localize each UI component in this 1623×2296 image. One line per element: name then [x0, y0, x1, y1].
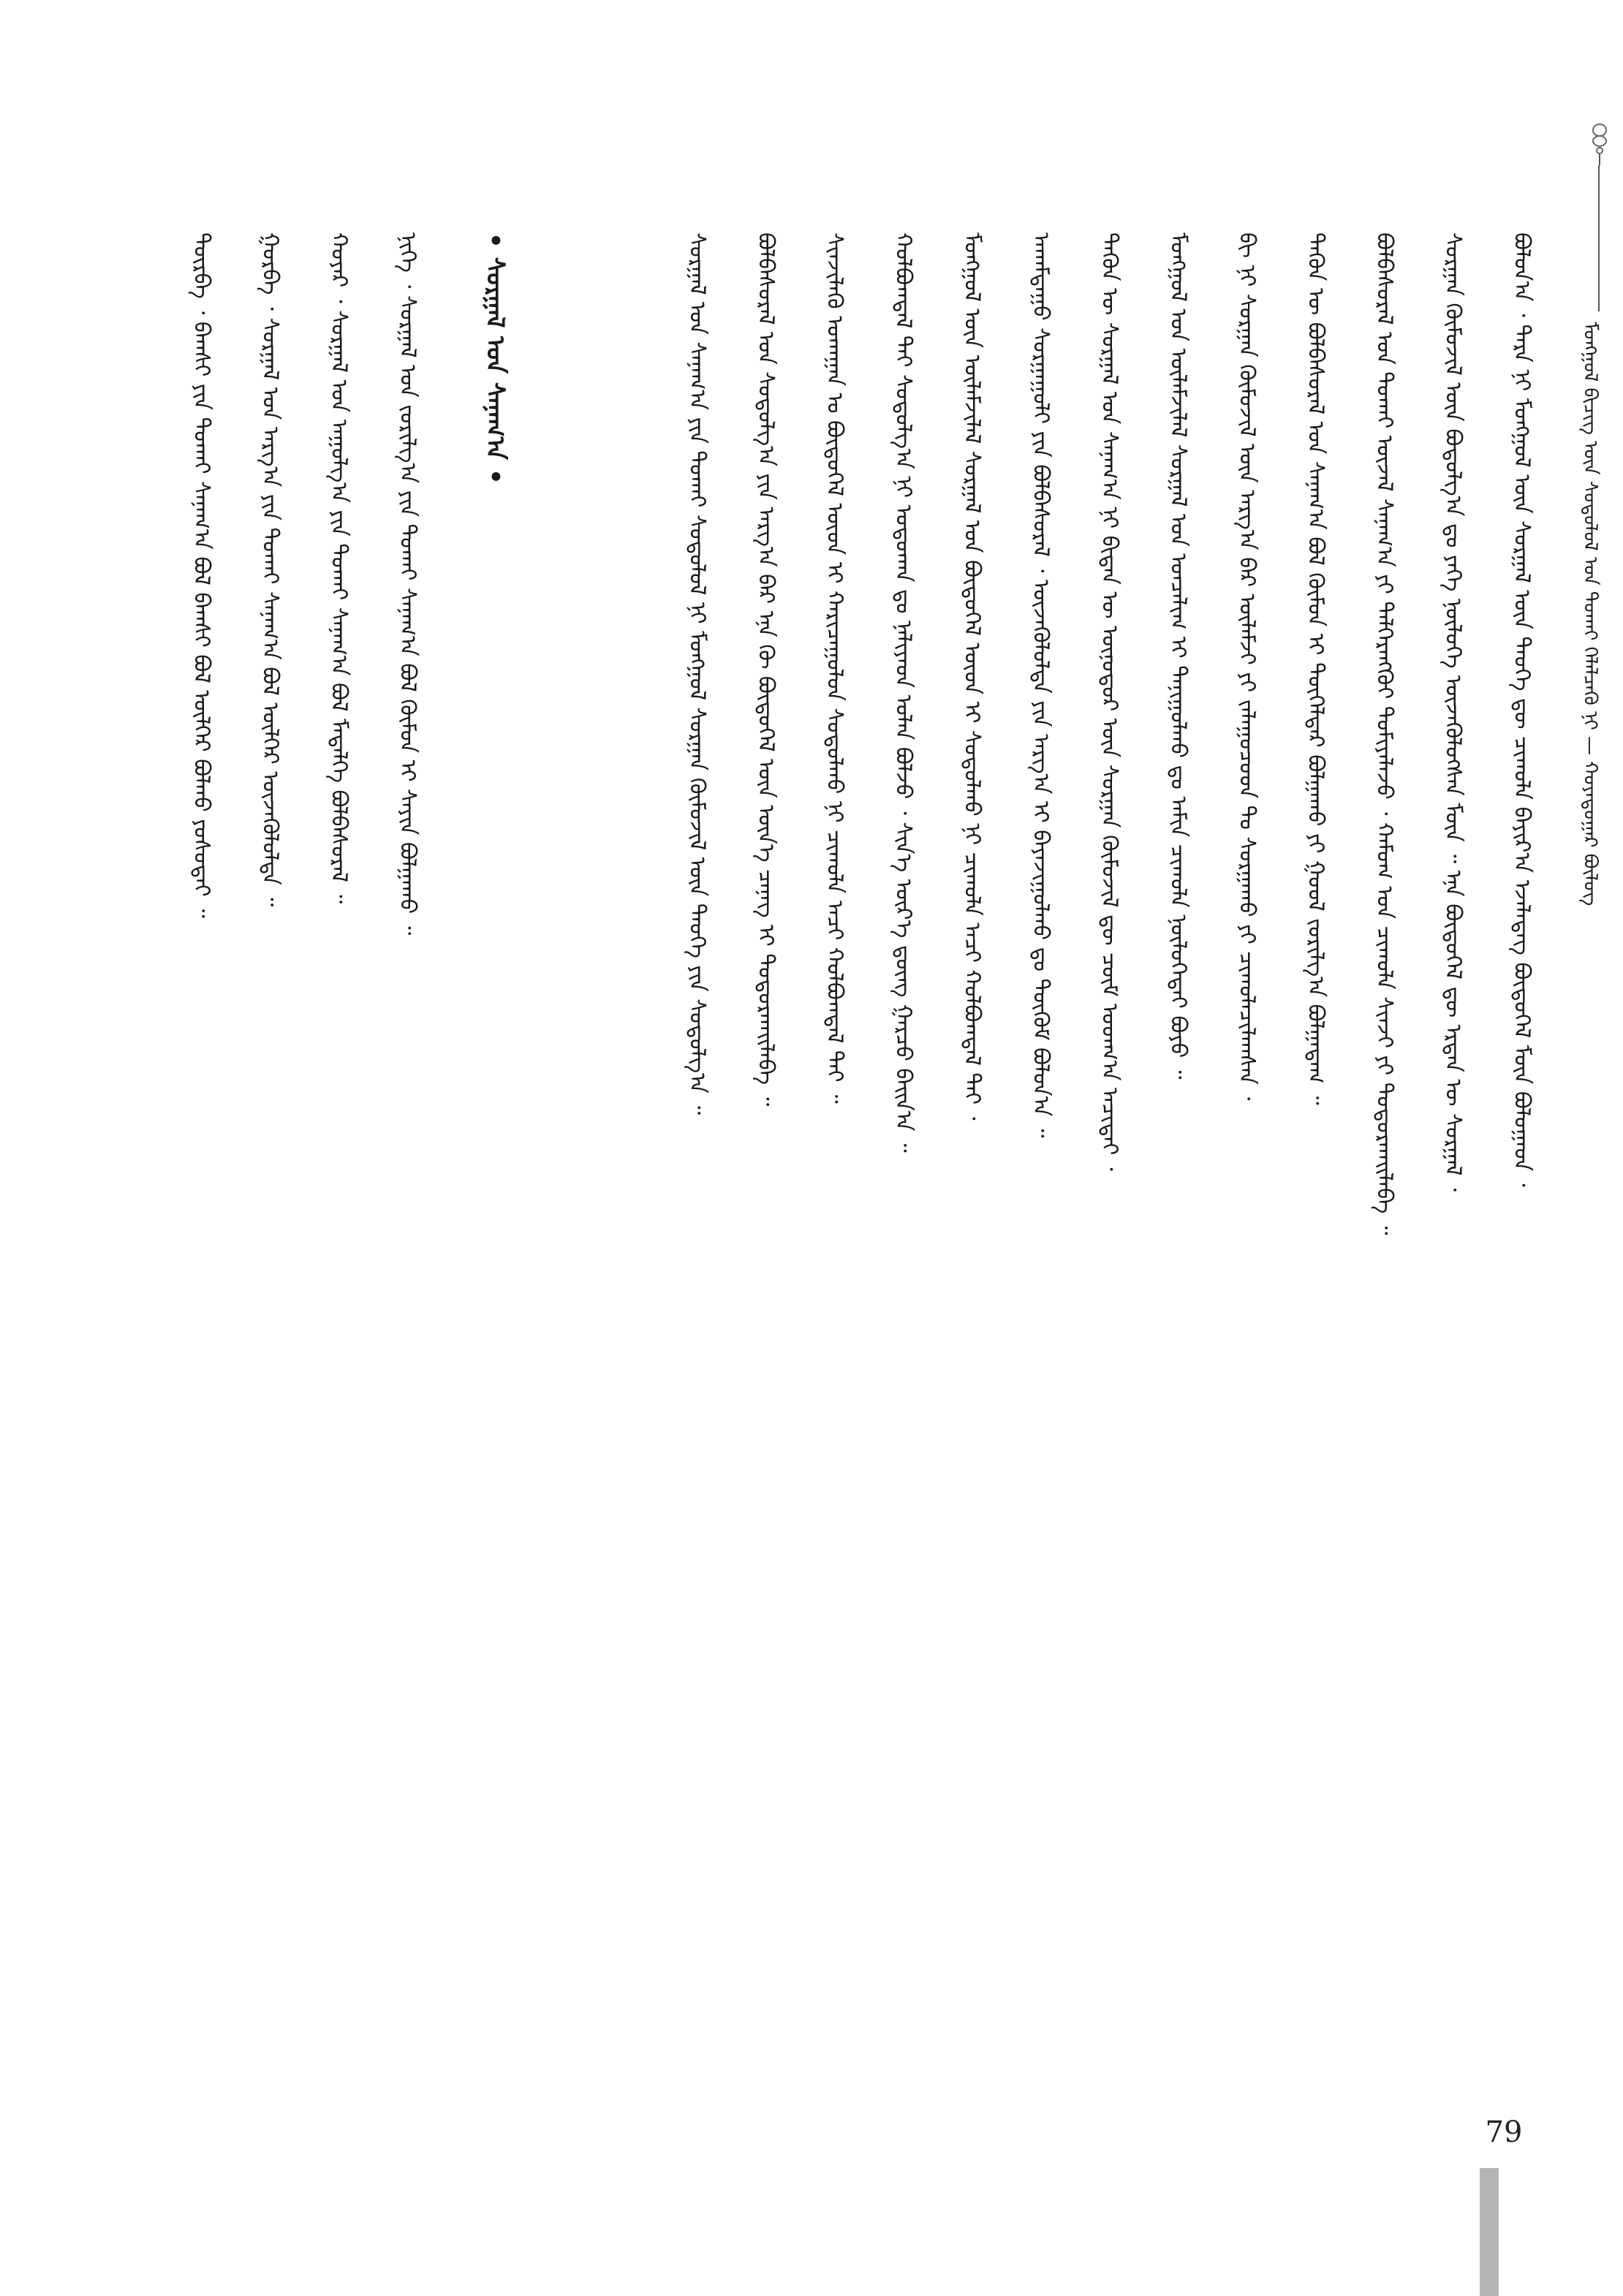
text-column: ᠰᠢᠨᠵᠢᠯᠡᠬᠦ ᠤᠬᠠᠭᠠᠨ ᠤ ᠪᠦᠲᠦᠭᠡᠯ ᠦᠳ ᠢ ᠬᠠᠷᠢᠴᠠᠭᠤᠯᠤᠨ ᠰᠤᠳᠤᠯᠬᠤ ᠨᠢ ᠴᠢᠬᠤᠯᠠ ᠠᠴᠢ ᠬᠣᠯᠪᠣᠭᠳᠠᠯ ᠲᠠᠢ ᠃: [822, 232, 847, 1104]
text-column: ᠰᠤᠷᠭᠠᠯ ᠤᠨ ᠰᠠᠨᠠᠭ᠎ᠠ ᠶᠢᠨ ᠲᠤᠬᠠᠢ ᠰᠤᠳᠤᠯᠤᠯ ᠨᠢ ᠮᠣᠩᠭᠣᠯ ᠰᠤᠷᠭᠠᠨ ᠬᠦᠮᠦᠵᠢᠯ ᠦᠨ ᠲᠡᠦᠬᠡ ᠶᠢᠨ ᠰᠤᠳᠤᠯᠭ᠎ᠠ ᠃: [684, 232, 710, 1115]
list-item: ᠭᠤᠷᠪᠠ ᠂ ᠰᠤᠷᠭᠠᠯ ᠤᠨ ᠠᠷᠭ᠎ᠠ ᠶᠢᠨ ᠲᠤᠬᠠᠢ ᠰᠠᠨᠠᠭ᠎ᠠ ᠪᠣᠯ ᠦᠯᠭᠡᠷ ᠦᠵᠡᠭᠦᠯᠦᠯᠲᠡ ᠃: [257, 232, 283, 907]
text-column: ᠪᠣᠯᠪᠠᠰᠤᠷᠠᠯ ᠤᠨ ᠰᠤᠳᠤᠯᠭ᠎ᠠ ᠶᠢᠨ ᠠᠷᠭ᠎ᠠ ᠪᠠᠷ ᠡᠨᠡ ᠬᠦ ᠪᠦᠲᠦᠭᠡᠯ ᠦᠨ ᠦᠨ᠎ᠡ ᠴᠡᠨᠡᠭ ᠢ ᠲᠣᠳᠣᠷᠬᠠᠢᠯᠠᠪᠠ ᠃: [753, 232, 779, 1107]
text-column: ᠬᠣᠯᠪᠣᠭᠳᠠᠯ ᠲᠠᠢ ᠰᠤᠳᠤᠯᠭ᠎ᠠ ᠨᠢ ᠣᠳᠣᠬᠠᠨ ᠳᠤ ᠨᠡᠯᠢᠶᠡᠳ ᠣᠯᠠᠨ ᠪᠣᠯᠵᠤ ᠂ ᠰᠢᠨ᠎ᠡ ᠦᠷ᠎ᠡ ᠳ᠋ᠦᠩ ᠭᠠᠷᠴᠤ ᠪᠠᠢᠨ᠎ᠠ ᠃: [890, 232, 916, 1153]
section-heading: • ᠰᠤᠷᠭᠠᠯ ᠤᠨ ᠰᠠᠨᠠᠭ᠎ᠠ •: [480, 232, 510, 485]
header-rule: [1598, 165, 1600, 311]
thumb-tab: [1480, 2168, 1499, 2296]
text-column: ᠲᠡᠭᠦᠨ ᠦ ᠰᠤᠷᠭᠠᠯ ᠤᠨ ᠰᠠᠨᠠᠭ᠎ᠠ ᠨᠢ ᠪᠢᠳᠡᠨ ᠦ ᠥᠨᠥᠳᠥᠷ ᠦᠨ ᠰᠤᠷᠭᠠᠨ ᠬᠦᠮᠦᠵᠢᠯ ᠳᠦ ᠴᠥᠮ ᠤᠳᠬ᠎ᠠ ᠠᠴᠢᠲᠠᠢ ᠂: [1097, 232, 1122, 1171]
text-column: ᠰᠤᠷᠭᠠᠨ ᠬᠦᠮᠦᠵᠢᠯ ᠦᠨ ᠪᠤᠳᠤᠯᠭ᠎ᠠ ᠳᠤ ᠶᠡᠬᠡ ᠨᠥᠯᠦᠭᠡ ᠦᠵᠡᠭᠦᠯᠦᠭᠰᠡᠨ ᠮᠥᠨ ᠃ ᠡᠨᠡ ᠪᠦᠲᠦᠭᠡᠯ ᠳᠦ ᠡᠷᠲᠡᠨ ᠦ ᠰᠤᠷᠭᠠᠯ ᠂: [1440, 232, 1466, 1192]
text-column: ᠮᠣᠩᠭᠣᠯ ᠤᠨ ᠦᠯᠡᠮᠵᠢᠯᠡᠯ ᠰᠤᠷᠭᠠᠯ ᠤᠨ ᠣᠨᠴᠠᠯᠢᠭ ᠢ ᠲᠠᠨᠢᠭᠤᠯᠬᠤ ᠳᠤ ᠠᠮᠢᠨ ᠴᠢᠬᠤᠯᠠ ᠨᠥᠯᠦᠭᠡᠲᠡᠢ ᠪᠤᠶᠤ ᠃: [1165, 232, 1191, 1080]
list-item: ᠨᠢᠭᠡ ᠂ ᠰᠤᠷᠭᠠᠯ ᠤᠨ ᠵᠣᠷᠢᠯᠭ᠎ᠠ ᠶᠢᠨ ᠲᠤᠬᠠᠢ ᠰᠠᠨᠠᠭ᠎ᠠ ᠪᠣᠯ ᠬᠦᠮᠦᠨ ᠢ ᠰᠠᠶᠢᠨ ᠪᠣᠯᠭᠠᠬᠤ ᠃: [395, 232, 420, 936]
text-column: ᠪᠣᠯᠪᠠᠰᠤᠷᠠᠯ ᠤᠨ ᠲᠤᠬᠠᠢ ᠦᠵᠡᠯ ᠰᠠᠨᠠᠭ᠎ᠠ ᠶᠢ ᠳᠡᠯᠭᠡᠷᠡᠩᠭᠦᠢ ᠲᠣᠮᠢᠶᠠᠯᠠᠵᠤ ᠂ ᠬᠠᠮᠤᠭ ᠤᠨ ᠴᠢᠬᠤᠯᠠ ᠰᠢᠨᠵᠢ ᠶᠢ ᠲᠣᠳᠣᠷᠬᠠᠢᠯᠠᠪᠠ ᠃: [1372, 232, 1397, 1235]
list-item: ᠳᠥᠷᠪᠡ ᠂ ᠪᠠᠭᠰᠢ ᠶᠢᠨ ᠲᠤᠬᠠᠢ ᠰᠠᠨᠠᠭ᠎ᠠ ᠪᠣᠯ ᠪᠠᠭᠰᠢ ᠪᠣᠯ ᠦᠯᠭᠡᠷ ᠪᠣᠯᠬᠤ ᠶᠣᠰᠣᠲᠠᠢ ᠃: [189, 232, 214, 918]
text-column: ᠪᠢ ᠨᠢ ᠰᠤᠷᠭᠠᠨ ᠬᠦᠮᠦᠵᠢᠯ ᠦᠨ ᠠᠷᠭ᠎ᠠ ᠪᠠᠷ ᠦᠯᠡᠮᠵᠢ ᠶᠢ ᠵᠠᠯᠠᠭᠤᠴᠤᠳ ᠲᠤ ᠰᠤᠷᠭᠠᠬᠤ ᠶᠢ ᠴᠢᠬᠤᠯᠠᠴᠢᠯᠠᠭᠰᠠᠨ ᠂: [1234, 232, 1260, 1101]
ornament-icon: [1585, 121, 1614, 165]
text-column: ᠲᠡᠭᠦᠨ ᠦ ᠪᠣᠯᠪᠠᠰᠤᠷᠠᠯ ᠤᠨ ᠰᠠᠨᠠᠭ᠎ᠠ ᠪᠣᠯ ᠬᠦᠮᠦᠨ ᠢ ᠲᠥᠭᠡᠯᠳᠡᠷ ᠪᠣᠯᠭᠠᠬᠤ ᠶᠢ ᠭᠣᠣᠯ ᠵᠣᠷᠢᠯᠭ᠎ᠠ ᠪᠣᠯᠭᠠᠳᠠᠭ ᠃: [1303, 232, 1328, 1105]
list-item: ᠬᠣᠶᠠᠷ ᠂ ᠰᠤᠷᠭᠠᠯ ᠤᠨ ᠠᠭᠤᠯᠭ᠎ᠠ ᠶᠢᠨ ᠲᠤᠬᠠᠢ ᠰᠠᠨᠠᠭ᠎ᠠ ᠪᠣᠯ ᠮᠡᠳᠡᠯᠭᠡ ᠪᠣᠯᠪᠠᠰᠤᠷᠠᠯ ᠃: [326, 232, 352, 904]
page-number: 79: [1485, 2115, 1523, 2149]
text-column: ᠮᠣᠩᠭᠣᠯ ᠦᠨ ᠦᠯᠡᠮᠵᠢᠯᠡᠯ ᠰᠤᠷᠭᠠᠯ ᠤᠨ ᠪᠦᠲᠦᠭᠡᠯ ᠦᠳ ᠢ ᠰᠤᠳᠤᠯᠬᠤ ᠨᠢ ᠴᠢᠬᠤᠯᠠ ᠠᠴᠢ ᠬᠣᠯᠪᠣᠭᠳᠠᠯ ᠲᠠᠢ ᠂: [959, 232, 985, 1121]
text-column: ᠠᠬᠠᠮᠳᠠᠭᠤ ᠰᠤᠷᠭᠠᠭᠤᠯᠢ ᠶᠢᠨ ᠪᠣᠯᠪᠠᠰᠤᠷᠠᠯ ᠂ ᠦᠵᠡᠭᠦᠯᠦᠯᠲᠡ ᠶᠢᠨ ᠠᠷᠭ᠎ᠠ ᠢ ᠪᠠᠶᠠᠵᠢᠭᠤᠯᠬᠤ ᠳᠤ ᠳᠥᠭᠥᠮ ᠪᠣᠯᠣᠨ᠎ᠠ ᠃: [1028, 232, 1053, 1138]
text-column: ᠪᠣᠯᠤᠨ᠎ᠠ ᠂ ᠲᠡᠷᠡ ᠨᠢ ᠮᠣᠩᠭᠣᠯ ᠦᠨ ᠰᠤᠷᠭᠠᠯ ᠦᠨ ᠲᠡᠦᠬᠡ ᠳᠦ ᠴᠢᠬᠤᠯᠠ ᠪᠠᠶᠢᠷ᠎ᠠ ᠡᠵᠡᠯᠡᠳᠡᠭ ᠪᠦᠲᠦᠭᠡᠯ ᠮᠥᠨ ᠪᠤᠯᠤᠭᠠᠳ ᠂: [1509, 232, 1535, 1187]
running-header: ᠮᠣᠩᠭᠣᠯ ᠪᠢᠴᠢᠭ ᠦᠨ ᠰᠤᠳᠤᠯᠤᠯ ᠤᠨ ᠲᠤᠬᠠᠢ ᠬᠡᠯᠡᠯᠴᠡᠬᠦ ᠨᠢ — ᠬᠣᠶᠠᠳᠤᠭᠠᠷ ᠪᠦᠯᠦᠭ: [1579, 322, 1601, 906]
